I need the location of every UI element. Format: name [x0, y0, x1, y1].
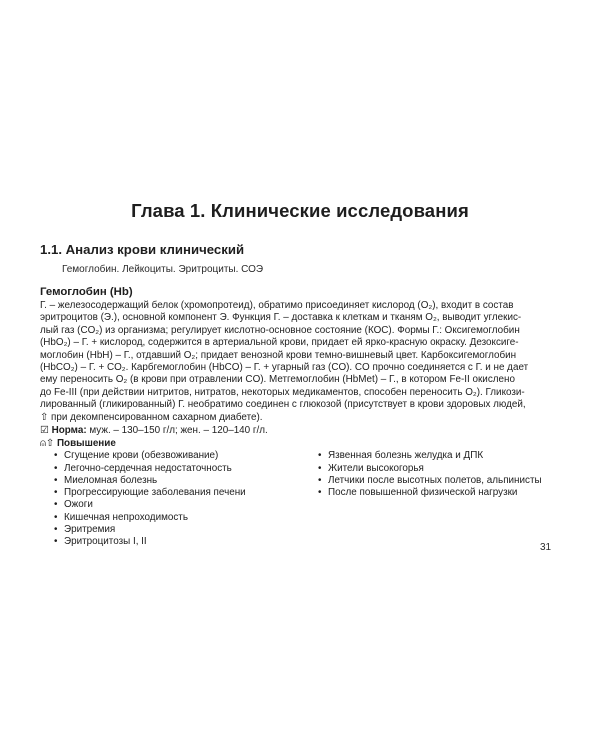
- list-item: • Сгущение крови (обезвоживание): [54, 450, 318, 462]
- list-item: • Кишечная непроходимость: [54, 512, 318, 524]
- increase-heading: [40, 438, 560, 451]
- list-item: • Прогрессирующие заболевания печени: [54, 487, 318, 499]
- list-item: • Миеломная болезнь: [54, 475, 318, 487]
- chapter-title: Глава 1. Клинические исследования: [131, 200, 469, 221]
- page-number: 31: [540, 542, 552, 553]
- increase-list-left: [40, 450, 318, 548]
- description-line: (HbCO₂) – Г. + CO₂. Карбгемоглобин (HbCO) – Г. + угарный газ (CO). CO прочно соединяется с Г. и не дает: [40, 362, 529, 374]
- list-item: • Легочно-сердечная недостаточность: [54, 463, 318, 475]
- increase-label: Повышение: [56, 437, 116, 449]
- list-item: • Эритремия: [54, 524, 318, 536]
- section-subtitle: Гемоглобин. Лейкоциты. Эритроциты. СОЭ: [62, 264, 264, 275]
- description-line: эритроцитов (Э.), основной компонент Э. Функция Г. – доставка к клеткам и тканям O₂, выводит углекис-: [40, 312, 522, 324]
- norm-label: Норма:: [51, 425, 87, 437]
- list-item: • После повышенной физической нагрузки: [318, 487, 558, 499]
- description-line: лый газ (CO₂) из организма; регулирует кислотно-основное состояние (КОС). Формы Г.: Оксигемоглобин: [40, 324, 520, 336]
- description-line-text: при декомпенсированном сахарном диабете).: [51, 411, 263, 423]
- list-item: • Язвенная болезнь желудка и ДПК: [318, 450, 558, 462]
- norm-line: [40, 425, 560, 438]
- increase-lists: [40, 450, 560, 548]
- description-line: (HbO₂) – Г. + кислород, содержится в артериальной крови, придает ей ярко-красную окраску. Дезоксиге-: [40, 337, 519, 349]
- checkbox-icon: ☑: [40, 425, 49, 437]
- description-line: Г. – железосодержащий белок (хромопротеид), обратимо присоединяет кислород (O₂), входит в состав: [40, 300, 514, 311]
- hemoglobin-title: Гемоглобин (Hb): [40, 286, 133, 298]
- list-item: • Ожоги: [54, 499, 318, 511]
- increase-icons: ⍝⇧: [40, 437, 55, 449]
- description-line: до Fe-III (при действии нитритов, нитратов, некоторых медикаментов, способен переносить O₂). Гликози-: [40, 386, 525, 398]
- section-title: 1.1. Анализ крови клинический: [40, 242, 245, 257]
- arrow-up-icon: ⇧: [40, 411, 49, 423]
- hemoglobin-section: [40, 286, 560, 549]
- description-line: моглобин (HbH) – Г., отдавший O₂; придает венозной крови темно-вишневый цвет. Карбоксигемоглобин: [40, 349, 517, 361]
- list-item: • Летчики после высотных полетов, альпинисты: [318, 475, 558, 487]
- list-item: • Жители высокогорья: [318, 463, 558, 475]
- description-line: лированный (гликированный) Г. необратимо соединен с глюкозой (присутствует в крови здоровых людей,: [40, 399, 526, 411]
- norm-values: муж. – 130–150 г/л; жен. – 120–140 г/л.: [89, 425, 268, 437]
- hemoglobin-description: [40, 300, 560, 424]
- list-item: • Эритроцитозы I, II: [54, 536, 318, 548]
- description-line-last: [40, 412, 560, 424]
- description-line: ему переносить O₂ (в крови при отравлении CO). Метгемоглобин (HbMet) – Г., в котором Fe-II окислено: [40, 374, 515, 386]
- increase-list-right: [318, 450, 558, 548]
